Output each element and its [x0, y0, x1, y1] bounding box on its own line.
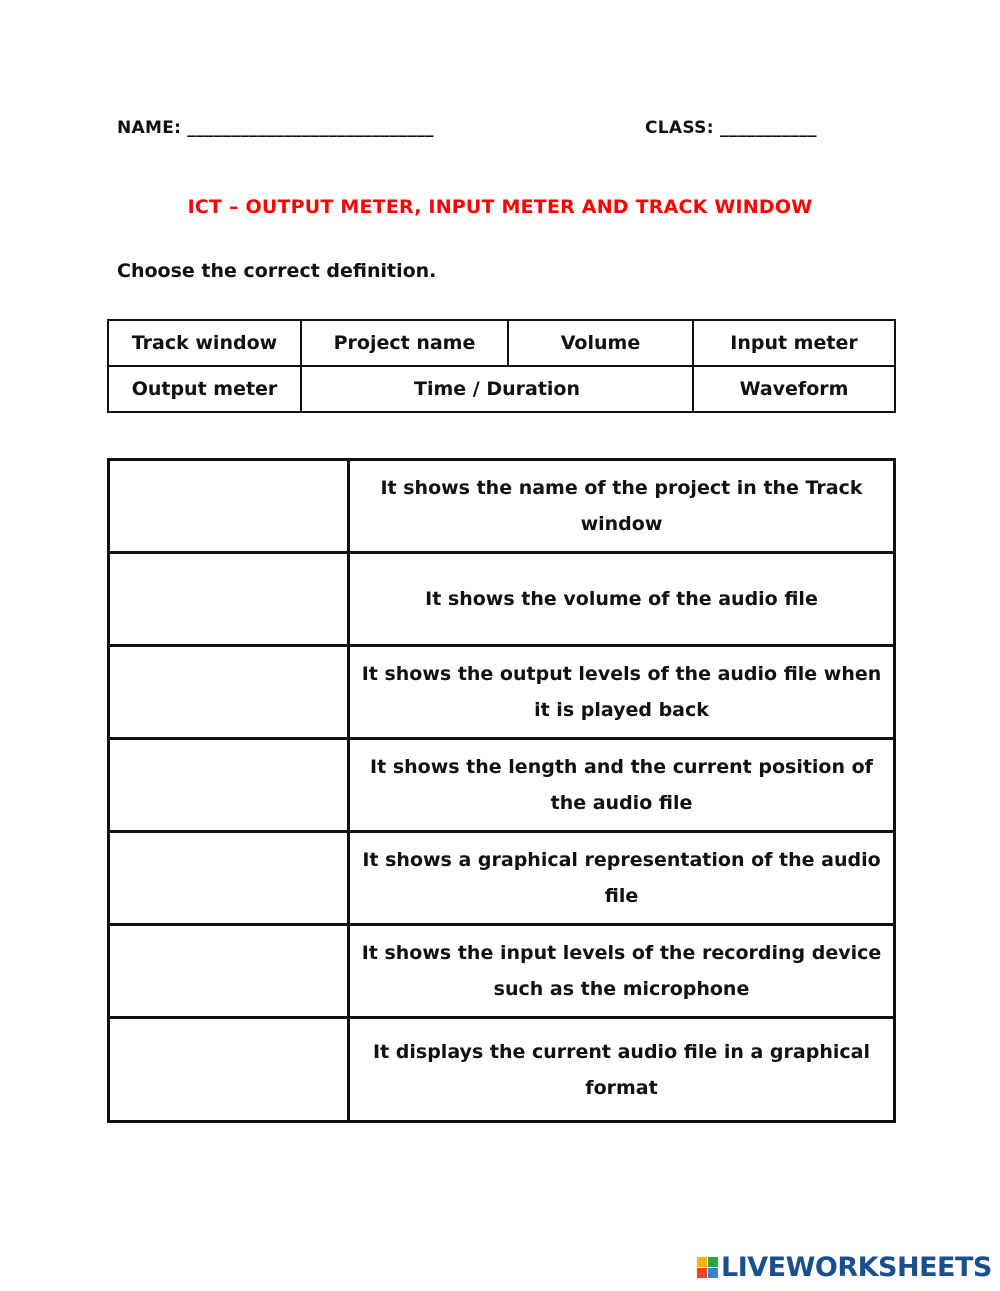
table-row [109, 739, 895, 832]
liveworksheets-logo-icon [697, 1257, 718, 1278]
definition-cell: It shows the input levels of the recording device such as the microphone [349, 925, 895, 1018]
definitions-table [107, 458, 896, 1123]
word-bank-item: Input meter [693, 320, 895, 366]
answer-cell[interactable] [109, 832, 349, 925]
word-bank-item: Waveform [693, 366, 895, 412]
word-bank-row [108, 320, 895, 366]
table-row [109, 553, 895, 646]
answer-cell[interactable] [109, 553, 349, 646]
answer-cell[interactable] [109, 739, 349, 832]
logo-square [708, 1257, 718, 1267]
class-field-label: CLASS: ___________ [645, 118, 817, 138]
word-bank-row [108, 366, 895, 412]
logo-text: LIVEWORKSHEETS [721, 1252, 992, 1283]
definition-cell: It displays the current audio file in a graphical format [349, 1018, 895, 1122]
table-row [109, 832, 895, 925]
worksheet-title: ICT – OUTPUT METER, INPUT METER AND TRACK WINDOW [187, 196, 813, 218]
word-bank-item: Track window [108, 320, 301, 366]
definition-cell: It shows a graphical representation of the audio file [349, 832, 895, 925]
table-row [109, 460, 895, 553]
answer-cell[interactable] [109, 646, 349, 739]
table-row [109, 646, 895, 739]
word-bank-item: Time / Duration [301, 366, 693, 412]
word-bank-item: Project name [301, 320, 508, 366]
answer-cell[interactable] [109, 925, 349, 1018]
answer-cell[interactable] [109, 460, 349, 553]
definition-cell: It shows the name of the project in the Track window [349, 460, 895, 553]
definition-cell: It shows the length and the current position of the audio file [349, 739, 895, 832]
table-row [109, 1018, 895, 1122]
word-bank-item: Output meter [108, 366, 301, 412]
instruction-text: Choose the correct definition. [117, 260, 437, 282]
logo-square [697, 1268, 707, 1278]
word-bank-table [107, 319, 896, 413]
word-bank-item: Volume [508, 320, 693, 366]
liveworksheets-logo [697, 1252, 992, 1283]
answer-cell[interactable] [109, 1018, 349, 1122]
logo-square [697, 1257, 707, 1267]
logo-square [708, 1268, 718, 1278]
definition-cell: It shows the volume of the audio file [349, 553, 895, 646]
table-row [109, 925, 895, 1018]
definition-cell: It shows the output levels of the audio file when it is played back [349, 646, 895, 739]
name-field-label: NAME: ____________________________ [117, 118, 434, 138]
